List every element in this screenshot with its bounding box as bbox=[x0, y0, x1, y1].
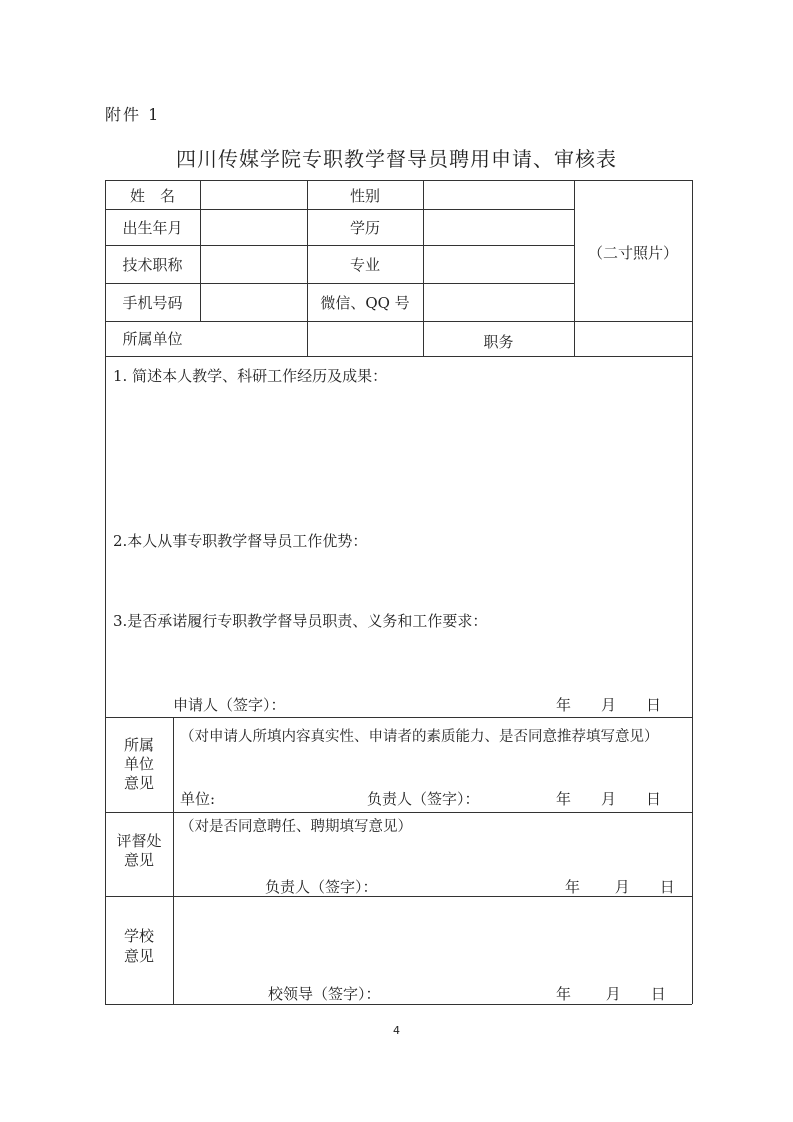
col-line bbox=[200, 180, 201, 321]
unit-opinion-label-line: 所属 bbox=[123, 736, 154, 754]
label-wechat-qq: 微信、QQ 号 bbox=[320, 294, 410, 312]
attachment-label: 附件 1 bbox=[105, 105, 161, 124]
form-title: 四川传媒学院专职教学督导员聘用申请、审核表 bbox=[176, 147, 617, 171]
row-line bbox=[105, 356, 692, 357]
col-line bbox=[423, 180, 424, 356]
table-border-top bbox=[105, 180, 692, 181]
unit-signature-label: 负责人（签字）： bbox=[367, 790, 480, 808]
school-opinion-label bbox=[105, 926, 173, 966]
row-line bbox=[105, 321, 692, 322]
label-birth: 出生年月 bbox=[122, 219, 183, 237]
label-title-rank: 技术职称 bbox=[122, 256, 183, 274]
label-position: 职务 bbox=[483, 333, 514, 351]
supervision-opinion-hint: （对是否同意聘任、聘期填写意见） bbox=[180, 819, 412, 835]
photo-placeholder: （二寸照片） bbox=[587, 244, 678, 262]
unit-name-label: 单位: bbox=[180, 790, 216, 808]
row-line bbox=[105, 245, 574, 246]
unit-opinion-label-line: 意见 bbox=[123, 774, 154, 792]
school-opinion-label-line: 意见 bbox=[123, 947, 154, 965]
row-line bbox=[105, 717, 692, 718]
applicant-signature-label: 申请人（签字）： bbox=[173, 696, 286, 714]
row-line bbox=[105, 209, 574, 210]
label-major: 专业 bbox=[349, 256, 380, 274]
table-border-right bbox=[692, 180, 693, 1004]
page-number: 4 bbox=[393, 1024, 400, 1037]
col-line bbox=[574, 180, 575, 356]
supervision-opinion-label bbox=[105, 832, 173, 870]
applicant-date: 年 月 日 bbox=[556, 696, 662, 714]
school-opinion-label-line: 学校 bbox=[123, 927, 154, 945]
label-gender: 性别 bbox=[349, 187, 380, 205]
supervision-date: 年 月 日 bbox=[565, 878, 675, 896]
school-date: 年 月 日 bbox=[556, 985, 666, 1003]
label-unit: 所属单位 bbox=[122, 330, 183, 348]
unit-opinion-label-line: 单位 bbox=[123, 755, 154, 773]
col-line bbox=[173, 717, 174, 1004]
unit-date: 年 月 日 bbox=[556, 790, 662, 808]
supervision-opinion-label-line: 评督处 bbox=[116, 832, 162, 850]
unit-opinion-label bbox=[105, 736, 173, 793]
supervision-opinion-label-line: 意见 bbox=[123, 851, 154, 869]
question-experience: 1. 简述本人教学、科研工作经历及成果： bbox=[113, 367, 388, 385]
row-line bbox=[105, 283, 574, 284]
supervision-signature-label: 负责人（签字）： bbox=[265, 878, 378, 896]
label-education: 学历 bbox=[349, 219, 380, 237]
table-border-bottom bbox=[105, 1004, 692, 1005]
label-name: 姓 名 bbox=[129, 187, 175, 205]
school-signature-label: 校领导（签字）： bbox=[268, 985, 381, 1003]
question-advantages: 2.本人从事专职教学督导员工作优势： bbox=[113, 532, 368, 550]
label-phone: 手机号码 bbox=[122, 294, 183, 312]
row-line bbox=[105, 812, 692, 813]
question-commitment: 3.是否承诺履行专职教学督导员职责、义务和工作要求： bbox=[113, 612, 488, 630]
unit-opinion-hint: （对申请人所填内容真实性、申请者的素质能力、是否同意推荐填写意见） bbox=[180, 729, 659, 745]
